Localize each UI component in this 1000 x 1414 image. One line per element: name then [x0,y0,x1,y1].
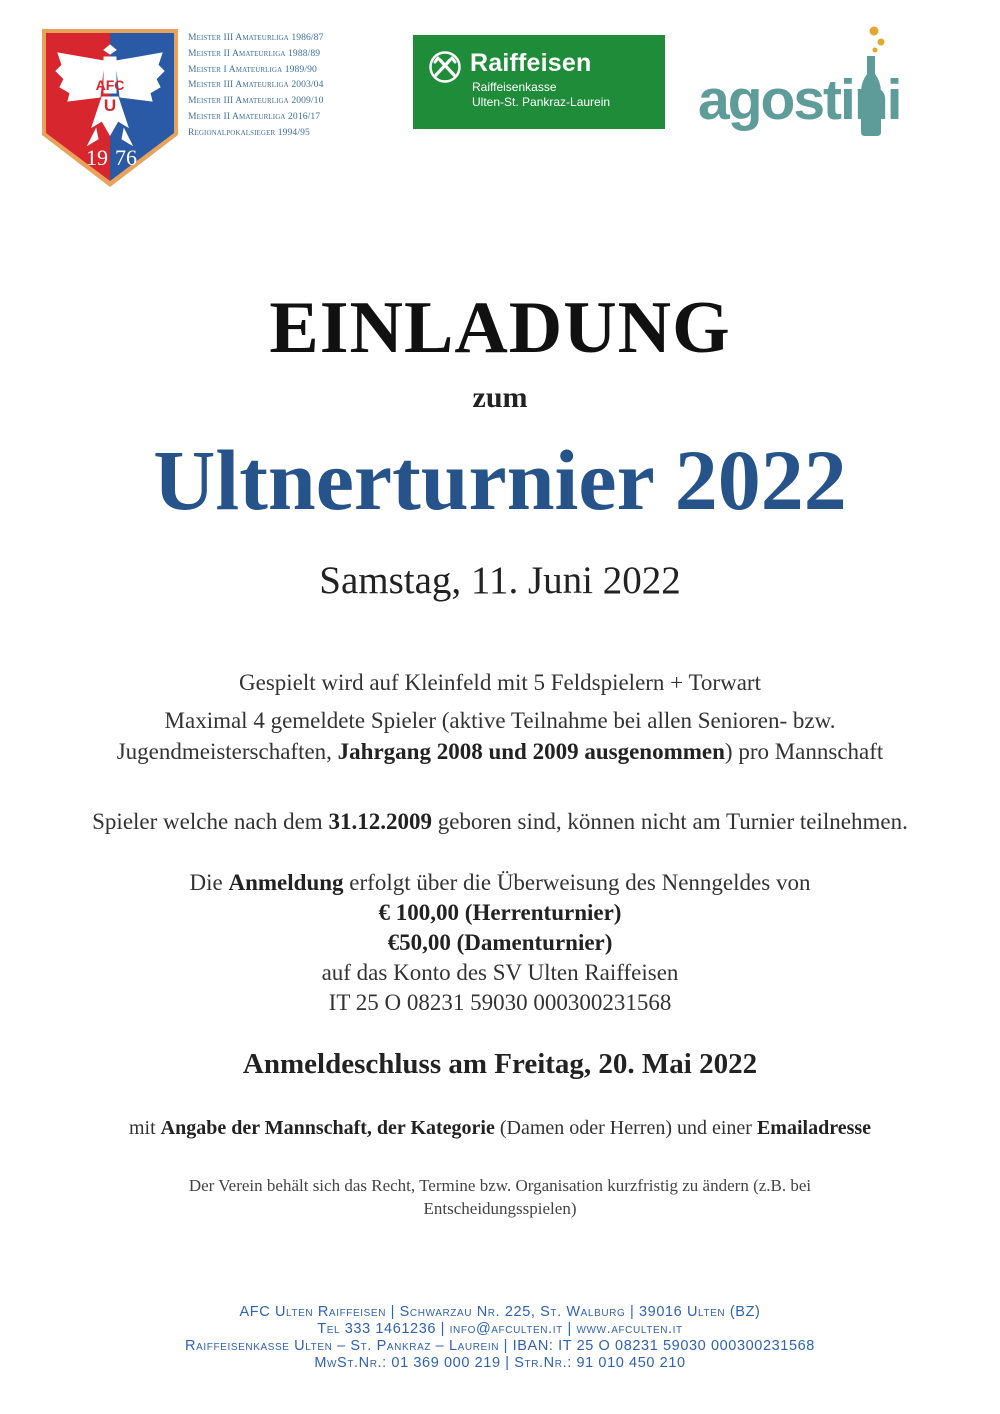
title-item: Meister III Amateurliga 1986/87 [188,32,324,43]
crest-year-right: 76 [115,145,137,170]
rules-line-3-a: Jugendmeisterschaften, [116,739,338,764]
title-item: Regionalpokalsieger 1994/95 [188,126,310,138]
age-limit-a: Spieler welche nach dem [92,809,329,834]
invitation-zum: zum [472,381,528,414]
title-item: Meister III Amateurliga 2003/04 [188,79,324,91]
club-crest-logo [40,27,180,189]
registration-block [0,868,1000,1018]
title-item: Meister II Amateurliga 1988/89 [188,47,321,59]
crest-letters: AFC [95,77,125,93]
title-item: Meister II Amateurliga 2016/17 [188,110,321,122]
registration-line [0,868,1000,898]
fee-men [0,898,1000,928]
club-titles-list [188,30,323,141]
age-limit-date: 31.12.2009 [328,809,432,834]
registration-bold: Anmeldung [228,870,344,895]
crest-year-left: 19 [86,145,108,170]
registration-note [0,1117,1000,1140]
rules-line-3-c: ) pro Mannschaft [724,739,884,764]
raiffeisen-logo [413,35,665,129]
agostini-logo [698,26,940,144]
account-line: auf das Konto des SV Ulten Raiffeisen [321,960,679,985]
title-item: Meister III Amateurliga 2009/10 [188,95,324,107]
footer [0,1304,1000,1372]
footer-bank: Raiffeisenkasse Ulten – St. Pankraz – Laurein | IBAN: IT 25 O 08231 59030 000300231568 [185,1338,815,1354]
note-bold-1: Angabe der Mannschaft, der Kategorie [160,1117,495,1139]
bank-branch: Ulten-St. Pankraz-Laurein [472,95,611,109]
note-a: mit [128,1117,161,1139]
age-limit-c: geboren sind, können nicht am Turnier teilnehmen. [431,809,908,834]
fee-men-text: € 100,00 (Herrenturnier) [378,900,622,925]
title-item: Meister I Amateurliga 1989/90 [188,63,317,75]
footer-address: AFC Ulten Raiffeisen | Schwarzau Nr. 225, St. Walburg | 39016 Ulten (BZ) [239,1304,761,1320]
footer-contact: Tel 333 1461236 | info@afculten.it | www.afculten.it [317,1321,683,1337]
crest-letter-u: U [103,96,117,115]
agostini-wordmark: agostini [698,68,901,132]
age-limit-line [0,807,1000,837]
event-title: Ultnerturnier 2022 [153,432,847,528]
bank-name: Raiffeisen [470,49,592,77]
rules-line-1: Gespielt wird auf Kleinfeld mit 5 Feldspielern + Torwart [239,670,761,695]
disclaimer: Der Verein behält sich das Recht, Termine bzw. Organisation kurzfristig zu ändern (z.B. bei Entscheidungsspielen) [188,1176,812,1218]
iban-line: IT 25 O 08231 59030 000300231568 [328,990,672,1015]
registration-deadline: Anmeldeschluss am Freitag, 20. Mai 2022 [242,1048,758,1080]
rules-line-2: Maximal 4 gemeldete Spieler (aktive Teilnahme bei allen Senioren- bzw. [164,708,836,733]
note-c: (Damen oder Herren) und einer [494,1117,757,1139]
footer-tax: MwSt.Nr.: 01 369 000 219 | Str.Nr.: 91 010 450 210 [314,1355,686,1371]
bank-subtitle: Raiffeisenkasse [472,80,557,94]
registration-c: erfolgt über die Überweisung des Nenngeldes von [343,870,811,895]
note-bold-2: Emailadresse [756,1117,872,1139]
fee-women-text: €50,00 (Damenturnier) [387,930,613,955]
event-date: Samstag, 11. Juni 2022 [319,559,681,602]
registration-a: Die [189,870,229,895]
rules-line-3-bold: Jahrgang 2008 und 2009 ausgenommen [337,739,725,764]
invitation-heading: EINLADUNG [269,287,731,369]
fee-women [0,928,1000,958]
raiffeisen-gable-icon [429,51,461,83]
rules-line-3 [0,737,1000,767]
